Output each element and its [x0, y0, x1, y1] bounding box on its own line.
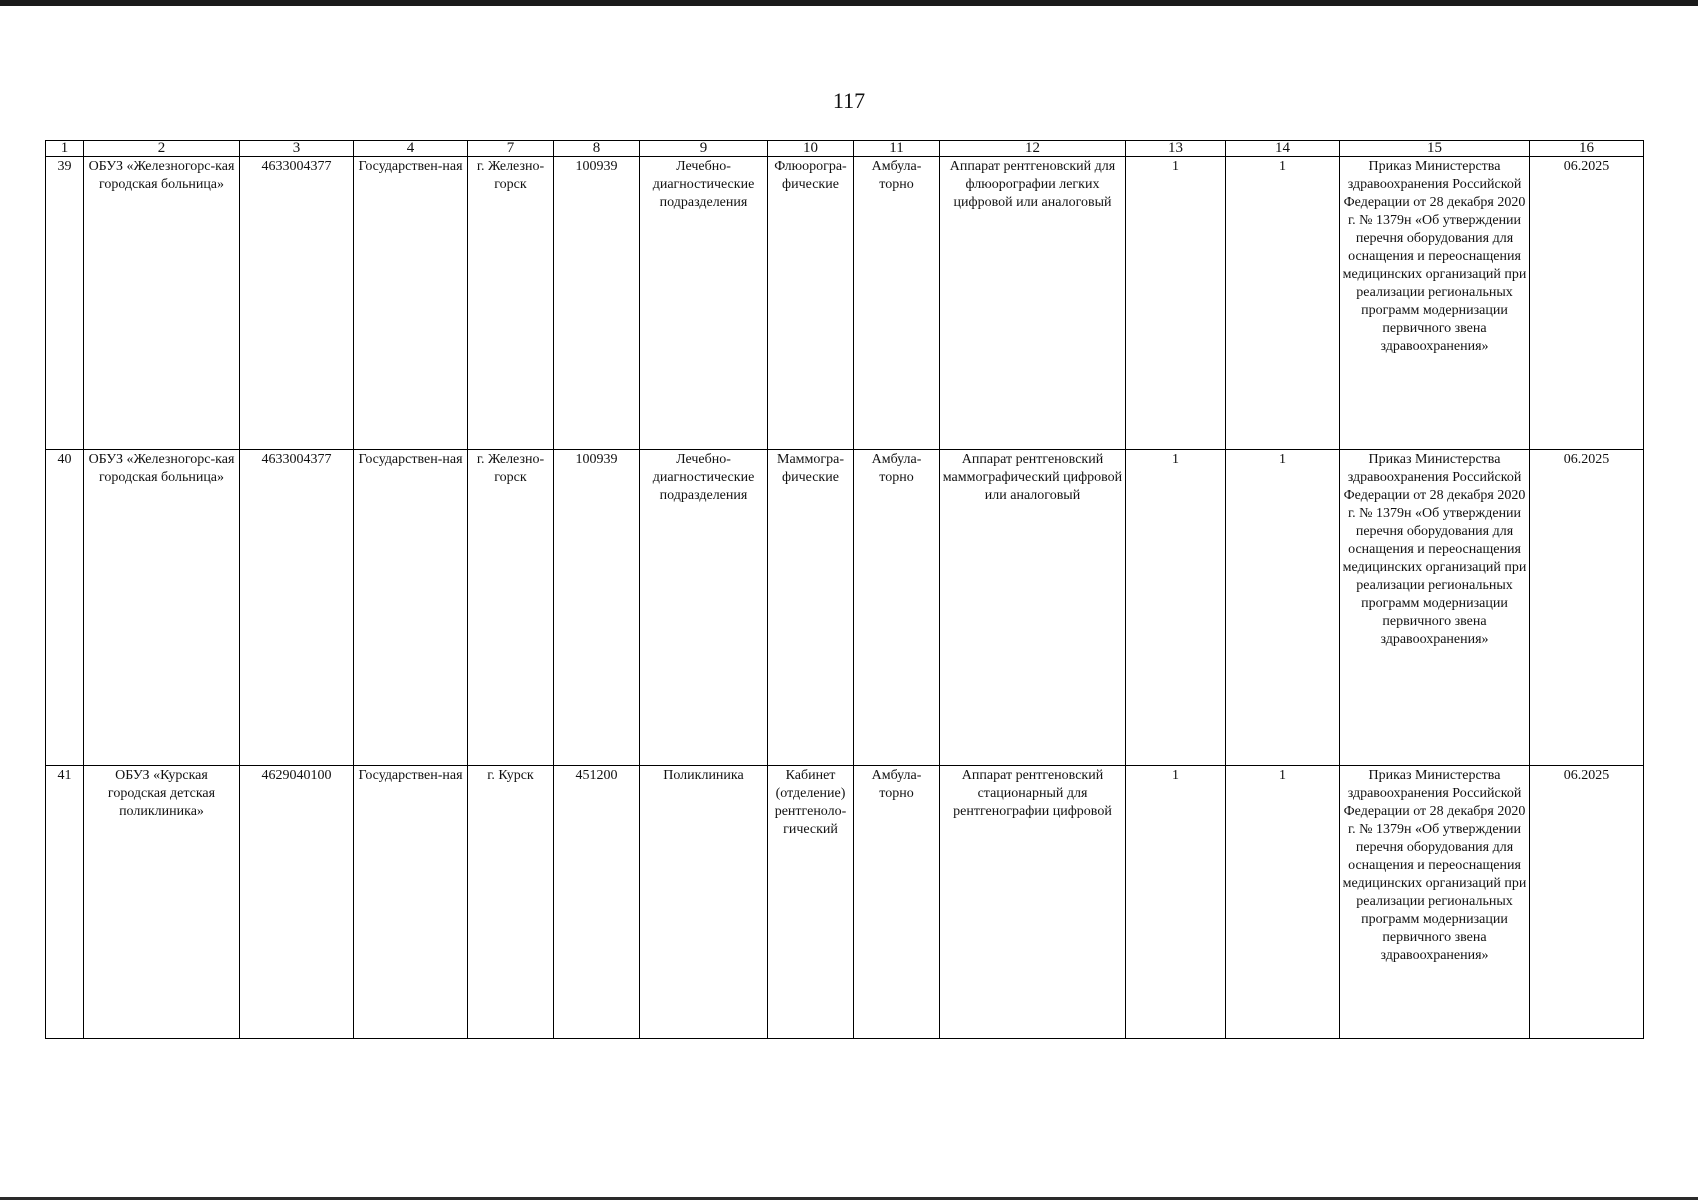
header-cell: 1: [46, 141, 84, 157]
unit: Поликлиника: [640, 766, 768, 1039]
quantity-14: 1: [1226, 157, 1340, 450]
code: 100939: [554, 450, 640, 766]
header-cell: 3: [240, 141, 354, 157]
header-cell: 10: [768, 141, 854, 157]
inn: 4633004377: [240, 450, 354, 766]
table-row: [46, 157, 1644, 450]
care-mode: Амбула-торно: [854, 766, 940, 1039]
quantity-13: 1: [1126, 766, 1226, 1039]
care-mode: Амбула-торно: [854, 157, 940, 450]
due-date: 06.2025: [1530, 157, 1644, 450]
table-row: [46, 450, 1644, 766]
row-number: 40: [46, 450, 84, 766]
header-cell: 7: [468, 141, 554, 157]
ownership-form: Государствен-ная: [354, 766, 468, 1039]
unit-type: Маммогра-фические: [768, 450, 854, 766]
page-number: 117: [832, 88, 866, 113]
header-cell: 14: [1226, 141, 1340, 157]
quantity-14: 1: [1226, 450, 1340, 766]
unit: Лечебно-диагностические подразделения: [640, 157, 768, 450]
code: 451200: [554, 766, 640, 1039]
legal-basis: Приказ Министерства здравоохранения Российской Федерации от 28 декабря 2020 г. № 1379н «Об утверждении перечня оборудования для оснащения и переоснащения медицинских организаций при реализации региональных программ модернизации первичного звена здравоохранения»: [1340, 157, 1530, 450]
city: г. Железно-горск: [468, 450, 554, 766]
legal-basis: Приказ Министерства здравоохранения Российской Федерации от 28 декабря 2020 г. № 1379н «Об утверждении перечня оборудования для оснащения и переоснащения медицинских организаций при реализации региональных программ модернизации первичного звена здравоохранения»: [1340, 450, 1530, 766]
inn: 4633004377: [240, 157, 354, 450]
equipment: Аппарат рентгеновский для флюорографии легких цифровой или аналоговый: [940, 157, 1126, 450]
scan-top-edge: [0, 0, 1698, 6]
care-mode: Амбула-торно: [854, 450, 940, 766]
due-date: 06.2025: [1530, 450, 1644, 766]
equipment-registry-table: [45, 140, 1644, 1039]
header-cell: 2: [84, 141, 240, 157]
header-cell: 9: [640, 141, 768, 157]
unit-type: Флюорогра-фические: [768, 157, 854, 450]
table-row: [46, 766, 1644, 1039]
city: г. Курск: [468, 766, 554, 1039]
organization-name: ОБУЗ «Железногорс-кая городская больница»: [84, 450, 240, 766]
header-cell: 8: [554, 141, 640, 157]
city: г. Железно-горск: [468, 157, 554, 450]
quantity-13: 1: [1126, 450, 1226, 766]
quantity-14: 1: [1226, 766, 1340, 1039]
header-row: [46, 141, 1644, 157]
organization-name: ОБУЗ «Железногорс-кая городская больница»: [84, 157, 240, 450]
unit-type: Кабинет (отделение) рентгеноло-гический: [768, 766, 854, 1039]
ownership-form: Государствен-ная: [354, 157, 468, 450]
header-cell: 11: [854, 141, 940, 157]
inn: 4629040100: [240, 766, 354, 1039]
code: 100939: [554, 157, 640, 450]
header-cell: 4: [354, 141, 468, 157]
header-cell: 12: [940, 141, 1126, 157]
organization-name: ОБУЗ «Курская городская детская поликлиника»: [84, 766, 240, 1039]
row-number: 39: [46, 157, 84, 450]
equipment: Аппарат рентгеновский маммографический цифровой или аналоговый: [940, 450, 1126, 766]
unit: Лечебно-диагностические подразделения: [640, 450, 768, 766]
header-cell: 16: [1530, 141, 1644, 157]
header-cell: 15: [1340, 141, 1530, 157]
ownership-form: Государствен-ная: [354, 450, 468, 766]
legal-basis: Приказ Министерства здравоохранения Российской Федерации от 28 декабря 2020 г. № 1379н «Об утверждении перечня оборудования для оснащения и переоснащения медицинских организаций при реализации региональных программ модернизации первичного звена здравоохранения»: [1340, 766, 1530, 1039]
quantity-13: 1: [1126, 157, 1226, 450]
equipment: Аппарат рентгеновский стационарный для рентгенографии цифровой: [940, 766, 1126, 1039]
row-number: 41: [46, 766, 84, 1039]
due-date: 06.2025: [1530, 766, 1644, 1039]
header-cell: 13: [1126, 141, 1226, 157]
